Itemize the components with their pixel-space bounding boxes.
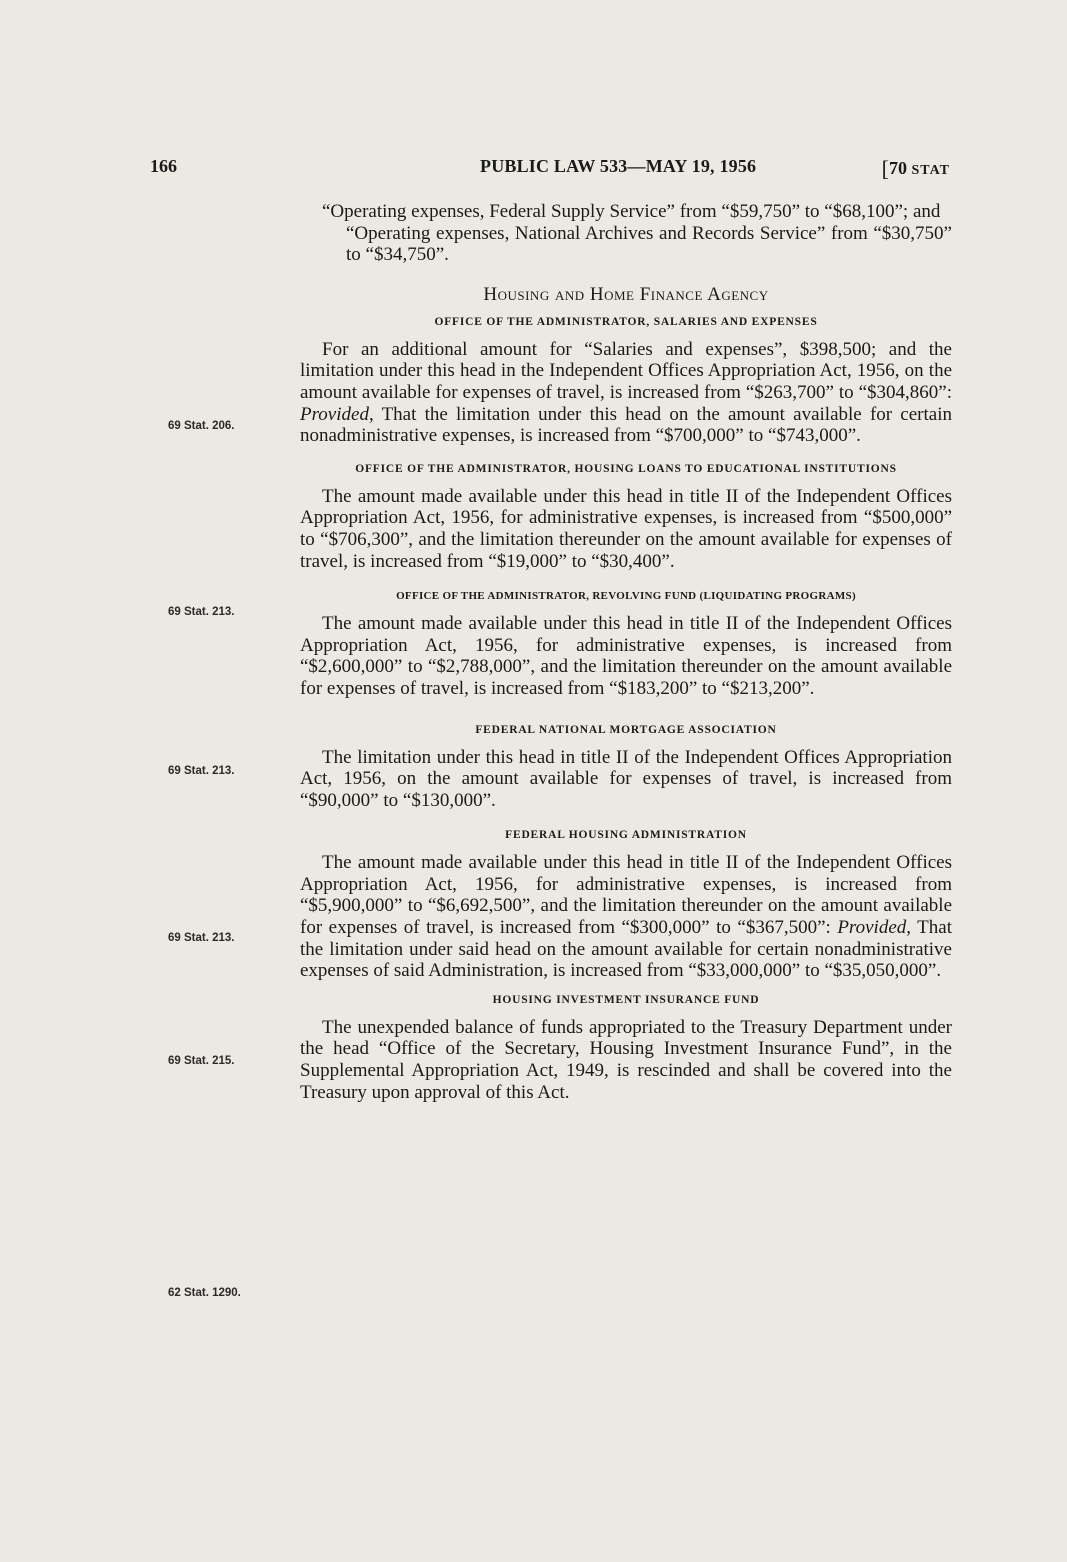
page-number: 166 (150, 156, 177, 176)
section-text-housing-investment: The unexpended balance of funds appropriated to the Treasury Department under the head “Office of the Secretary, Housing Investment Insurance Fund”, in the Supplemental Appropriation Act, 1949, is rescinded and shall be covered into the Treasury upon approval of this Act. (300, 1016, 952, 1103)
section-heading-housing-investment: HOUSING INVESTMENT INSURANCE FUND (492, 993, 760, 1006)
section-heading-fnma: FEDERAL NATIONAL MORTGAGE ASSOCIATION (475, 723, 777, 736)
margin-note-1: 69 Stat. 206. (168, 420, 235, 432)
running-title: PUBLIC LAW 533—MAY 19, 1956 (480, 156, 757, 176)
page-header (150, 156, 950, 180)
salaries-text-b: , That the limitation under this head on the amount available for certain nonadministrative expenses, is increased from “$700,000” to “$743,000”. (300, 403, 952, 447)
section-text-fnma: The limitation under this head in title II of the Independent Offices Appropriation Act, 1956, on the amount available for expenses of travel, is increased from “$90,000” to “$130,000”. (300, 746, 952, 811)
section-heading-salaries: OFFICE OF THE ADMINISTRATOR, SALARIES AND EXPENSES (434, 315, 818, 328)
continuation-para-2 (300, 223, 952, 266)
margin-note-2: 69 Stat. 213. (168, 606, 235, 618)
section-text-fha (300, 852, 952, 982)
section-text-salaries (300, 339, 952, 447)
continuation-para-1 (300, 201, 952, 223)
salaries-provided: Provided (300, 403, 369, 425)
fha-provided: Provided (837, 917, 907, 939)
section-heading-revolving-fund: OFFICE OF THE ADMINISTRATOR, REVOLVING FUND (LIQUIDATING PROGRAMS) (396, 590, 856, 603)
continuation-line-2: “Operating expenses, National Archives and Records Service” from “$30,750” to “$34,750”. (346, 222, 952, 266)
salaries-text-a: For an additional amount for “Salaries and expenses”, $398,500; and the limitation under this head in the Independent Offices Appropriation Act, 1956, on the amount available for expenses of travel, is increased from “$263,700” to “$304,860”: (300, 338, 952, 403)
continuation-line-1: “Operating expenses, Federal Supply Service” from “$59,750” to “$68,100”; and (322, 201, 941, 222)
fha-text-a: The amount made available under this head in title II of the Independent Offices Appropriation Act, 1956, for administrative expenses, is increased from “$5,900,000” to “$6,692,500”, and the limitation thereunder on the amount available for expenses of travel, is increased from “$300,000” to “$367,500”: (300, 852, 952, 939)
section-text-revolving-fund: The amount made available under this head in title II of the Independent Offices Appropriation Act, 1956, for administrative expenses, is increased from “$2,600,000” to “$2,788,000”, and the limitation thereunder on the amount available for expenses of travel, is increased from “$183,200” to “$213,200”. (300, 613, 952, 699)
margin-note-5: 69 Stat. 215. (168, 1055, 235, 1067)
margin-note-4: 69 Stat. 213. (168, 932, 235, 944)
document-body (300, 201, 952, 1103)
stat-volume: 70 (889, 158, 907, 178)
margin-note-3: 69 Stat. 213. (168, 765, 235, 777)
section-heading-educational-loans: OFFICE OF THE ADMINISTRATOR, HOUSING LOANS TO EDUCATIONAL INSTITUTIONS (355, 462, 897, 475)
section-heading-fha: FEDERAL HOUSING ADMINISTRATION (505, 829, 747, 842)
stat-reference (882, 156, 950, 182)
fha-text-b: , That the limitation under said head on the amount available for certain nonadministrative expenses of said Administration, is increased from “$33,000,000” to “$35,050,000”. (300, 917, 953, 982)
stat-bracket: [ (881, 156, 889, 181)
margin-note-6: 62 Stat. 1290. (168, 1287, 241, 1299)
agency-title: Housing and Home Finance Agency (483, 283, 769, 305)
section-text-educational-loans: The amount made available under this head in title II of the Independent Offices Appropriation Act, 1956, for administrative expenses, is increased from “$500,000” to “$706,300”, and the limitation thereunder on the amount available for expenses of travel, is increased from “$19,000” to “$30,400”. (300, 485, 952, 572)
stat-label: STAT (911, 163, 950, 178)
